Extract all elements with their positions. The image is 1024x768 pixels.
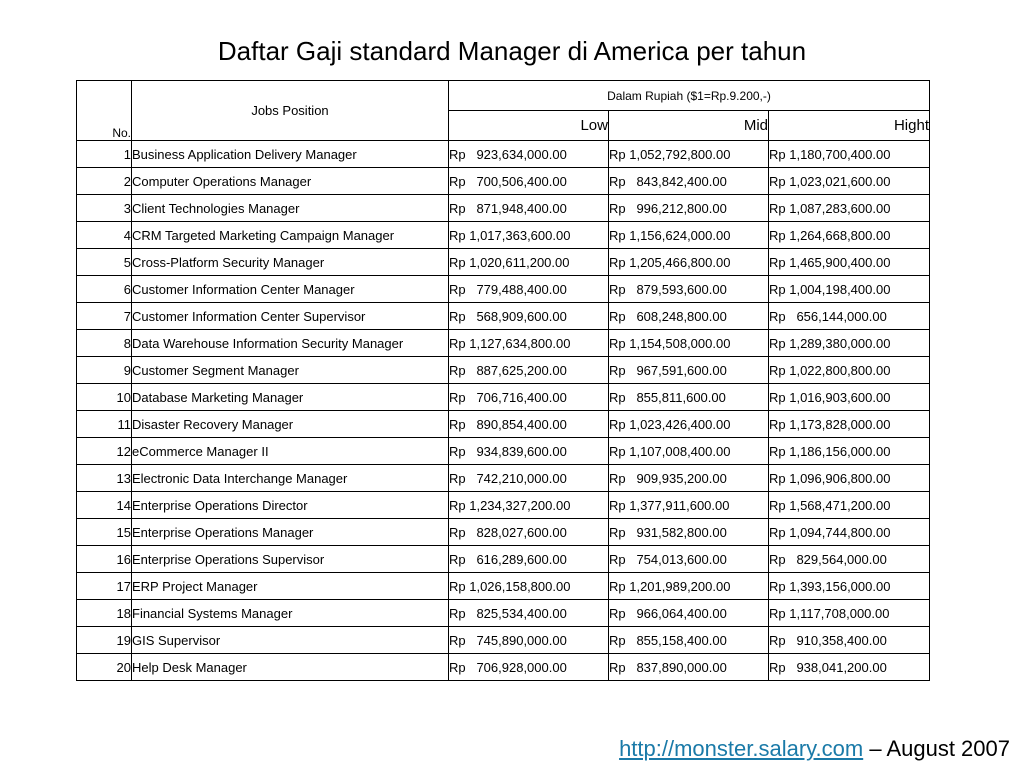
row-number: 14 bbox=[77, 492, 132, 519]
salary-low-value: Rp 934,839,600.00 bbox=[449, 443, 567, 459]
table-header bbox=[77, 81, 930, 141]
salary-high-value: Rp 1,023,021,600.00 bbox=[769, 173, 891, 189]
salary-low-value: Rp 1,026,158,800.00 bbox=[449, 578, 571, 594]
table-row bbox=[77, 195, 930, 222]
column-header-no: No. bbox=[77, 81, 132, 141]
row-number: 6 bbox=[77, 276, 132, 303]
salary-low bbox=[449, 573, 609, 600]
salary-high-value: Rp 656,144,000.00 bbox=[769, 308, 887, 324]
salary-high bbox=[769, 222, 930, 249]
job-position: Computer Operations Manager bbox=[132, 168, 449, 195]
salary-mid bbox=[609, 303, 769, 330]
salary-high bbox=[769, 627, 930, 654]
salary-high-value: Rp 1,180,700,400.00 bbox=[769, 146, 891, 162]
salary-high bbox=[769, 654, 930, 681]
salary-high-value: Rp 1,094,744,800.00 bbox=[769, 524, 891, 540]
salary-mid-value: Rp 855,811,600.00 bbox=[609, 389, 726, 405]
salary-low bbox=[449, 465, 609, 492]
salary-low bbox=[449, 492, 609, 519]
table-body bbox=[77, 141, 930, 681]
table-row bbox=[77, 168, 930, 195]
salary-low bbox=[449, 654, 609, 681]
job-position: GIS Supervisor bbox=[132, 627, 449, 654]
salary-mid-value: Rp 1,154,508,000.00 bbox=[609, 335, 731, 351]
salary-low bbox=[449, 303, 609, 330]
column-header-high: Hight bbox=[769, 111, 930, 141]
row-number: 17 bbox=[77, 573, 132, 600]
salary-high bbox=[769, 330, 930, 357]
currency-header: Dalam Rupiah ($1=Rp.9.200,-) bbox=[449, 81, 930, 111]
salary-low-value: Rp 706,716,400.00 bbox=[449, 389, 567, 405]
job-position: Financial Systems Manager bbox=[132, 600, 449, 627]
salary-low bbox=[449, 627, 609, 654]
salary-low-value: Rp 828,027,600.00 bbox=[449, 524, 567, 540]
salary-low-value: Rp 568,909,600.00 bbox=[449, 308, 567, 324]
salary-high bbox=[769, 492, 930, 519]
salary-high bbox=[769, 195, 930, 222]
row-number: 16 bbox=[77, 546, 132, 573]
row-number: 9 bbox=[77, 357, 132, 384]
salary-high-value: Rp 1,004,198,400.00 bbox=[769, 281, 891, 297]
source-link[interactable]: http://monster.salary.com bbox=[619, 736, 864, 761]
salary-low-value: Rp 1,020,611,200.00 bbox=[449, 254, 570, 270]
salary-mid bbox=[609, 573, 769, 600]
salary-high bbox=[769, 249, 930, 276]
salary-mid-value: Rp 967,591,600.00 bbox=[609, 362, 727, 378]
job-position: Electronic Data Interchange Manager bbox=[132, 465, 449, 492]
job-position: eCommerce Manager II bbox=[132, 438, 449, 465]
row-number: 4 bbox=[77, 222, 132, 249]
table-row bbox=[77, 222, 930, 249]
salary-mid bbox=[609, 330, 769, 357]
salary-high-value: Rp 1,173,828,000.00 bbox=[769, 416, 891, 432]
job-position: ERP Project Manager bbox=[132, 573, 449, 600]
salary-mid bbox=[609, 438, 769, 465]
salary-low-value: Rp 700,506,400.00 bbox=[449, 173, 567, 189]
table-row bbox=[77, 654, 930, 681]
salary-low-value: Rp 742,210,000.00 bbox=[449, 470, 567, 486]
table-row bbox=[77, 600, 930, 627]
salary-high-value: Rp 938,041,200.00 bbox=[769, 659, 887, 675]
salary-mid-value: Rp 1,205,466,800.00 bbox=[609, 254, 731, 270]
salary-mid-value: Rp 608,248,800.00 bbox=[609, 308, 727, 324]
row-number: 19 bbox=[77, 627, 132, 654]
row-number: 5 bbox=[77, 249, 132, 276]
salary-mid bbox=[609, 411, 769, 438]
salary-high bbox=[769, 573, 930, 600]
salary-low bbox=[449, 411, 609, 438]
salary-mid bbox=[609, 384, 769, 411]
salary-mid bbox=[609, 222, 769, 249]
salary-low bbox=[449, 168, 609, 195]
salary-high-value: Rp 1,096,906,800.00 bbox=[769, 470, 891, 486]
row-number: 15 bbox=[77, 519, 132, 546]
row-number: 7 bbox=[77, 303, 132, 330]
salary-high bbox=[769, 438, 930, 465]
salary-mid bbox=[609, 519, 769, 546]
column-header-jobs-position: Jobs Position bbox=[132, 81, 449, 141]
salary-high bbox=[769, 465, 930, 492]
job-position: Enterprise Operations Director bbox=[132, 492, 449, 519]
table-row bbox=[77, 573, 930, 600]
job-position: Client Technologies Manager bbox=[132, 195, 449, 222]
salary-low-value: Rp 887,625,200.00 bbox=[449, 362, 567, 378]
salary-mid-value: Rp 1,377,911,600.00 bbox=[609, 497, 730, 513]
salary-low-value: Rp 616,289,600.00 bbox=[449, 551, 567, 567]
job-position: Customer Information Center Supervisor bbox=[132, 303, 449, 330]
table-row bbox=[77, 330, 930, 357]
source-date: – August 2007 bbox=[863, 736, 1010, 761]
salary-mid bbox=[609, 492, 769, 519]
salary-mid-value: Rp 1,156,624,000.00 bbox=[609, 227, 731, 243]
row-number: 12 bbox=[77, 438, 132, 465]
job-position: Customer Information Center Manager bbox=[132, 276, 449, 303]
row-number: 3 bbox=[77, 195, 132, 222]
salary-high-value: Rp 1,393,156,000.00 bbox=[769, 578, 891, 594]
salary-mid bbox=[609, 627, 769, 654]
salary-mid bbox=[609, 141, 769, 168]
salary-low bbox=[449, 519, 609, 546]
salary-high bbox=[769, 600, 930, 627]
salary-low bbox=[449, 222, 609, 249]
salary-mid-value: Rp 931,582,800.00 bbox=[609, 524, 727, 540]
table-row bbox=[77, 411, 930, 438]
job-position: Cross-Platform Security Manager bbox=[132, 249, 449, 276]
salary-low-value: Rp 871,948,400.00 bbox=[449, 200, 567, 216]
salary-mid-value: Rp 855,158,400.00 bbox=[609, 632, 727, 648]
table-row bbox=[77, 357, 930, 384]
salary-mid bbox=[609, 249, 769, 276]
column-header-low: Low bbox=[449, 111, 609, 141]
salary-mid-value: Rp 1,023,426,400.00 bbox=[609, 416, 731, 432]
salary-mid-value: Rp 966,064,400.00 bbox=[609, 605, 727, 621]
salary-high-value: Rp 1,022,800,800.00 bbox=[769, 362, 891, 378]
salary-mid-value: Rp 1,107,008,400.00 bbox=[609, 443, 731, 459]
salary-mid-value: Rp 1,052,792,800.00 bbox=[609, 146, 731, 162]
table-row bbox=[77, 384, 930, 411]
job-position: Customer Segment Manager bbox=[132, 357, 449, 384]
salary-high-value: Rp 910,358,400.00 bbox=[769, 632, 887, 648]
salary-high-value: Rp 1,186,156,000.00 bbox=[769, 443, 891, 459]
row-number: 20 bbox=[77, 654, 132, 681]
salary-low bbox=[449, 276, 609, 303]
salary-low bbox=[449, 249, 609, 276]
row-number: 10 bbox=[77, 384, 132, 411]
salary-mid bbox=[609, 465, 769, 492]
table-row bbox=[77, 141, 930, 168]
page-title: Daftar Gaji standard Manager di America per tahun bbox=[217, 36, 807, 66]
salary-low-value: Rp 1,017,363,600.00 bbox=[449, 227, 571, 243]
salary-mid bbox=[609, 654, 769, 681]
job-position: Database Marketing Manager bbox=[132, 384, 449, 411]
salary-low bbox=[449, 195, 609, 222]
salary-high-value: Rp 1,264,668,800.00 bbox=[769, 227, 891, 243]
job-position: CRM Targeted Marketing Campaign Manager bbox=[132, 222, 449, 249]
table-row bbox=[77, 492, 930, 519]
column-header-mid: Mid bbox=[609, 111, 769, 141]
table-row bbox=[77, 438, 930, 465]
salary-low bbox=[449, 357, 609, 384]
salary-high bbox=[769, 141, 930, 168]
salary-low bbox=[449, 546, 609, 573]
job-position: Disaster Recovery Manager bbox=[132, 411, 449, 438]
salary-mid bbox=[609, 276, 769, 303]
salary-low bbox=[449, 600, 609, 627]
salary-low bbox=[449, 141, 609, 168]
salary-mid bbox=[609, 357, 769, 384]
salary-high-value: Rp 1,465,900,400.00 bbox=[769, 254, 891, 270]
row-number: 1 bbox=[77, 141, 132, 168]
salary-high-value: Rp 1,289,380,000.00 bbox=[769, 335, 891, 351]
table-row bbox=[77, 627, 930, 654]
table-row bbox=[77, 519, 930, 546]
row-number: 18 bbox=[77, 600, 132, 627]
job-position: Enterprise Operations Supervisor bbox=[132, 546, 449, 573]
salary-high bbox=[769, 411, 930, 438]
salary-mid bbox=[609, 546, 769, 573]
source-citation bbox=[619, 734, 1010, 764]
table-row bbox=[77, 465, 930, 492]
job-position: Business Application Delivery Manager bbox=[132, 141, 449, 168]
salary-mid-value: Rp 909,935,200.00 bbox=[609, 470, 727, 486]
salary-high-value: Rp 1,568,471,200.00 bbox=[769, 497, 891, 513]
job-position: Enterprise Operations Manager bbox=[132, 519, 449, 546]
salary-high-value: Rp 1,117,708,000.00 bbox=[769, 605, 890, 621]
job-position: Data Warehouse Information Security Manager bbox=[132, 330, 449, 357]
salary-mid-value: Rp 843,842,400.00 bbox=[609, 173, 727, 189]
table-row bbox=[77, 276, 930, 303]
salary-high bbox=[769, 519, 930, 546]
salary-high bbox=[769, 384, 930, 411]
row-number: 13 bbox=[77, 465, 132, 492]
salary-mid-value: Rp 1,201,989,200.00 bbox=[609, 578, 731, 594]
salary-high-value: Rp 1,087,283,600.00 bbox=[769, 200, 891, 216]
salary-mid-value: Rp 996,212,800.00 bbox=[609, 200, 727, 216]
salary-high bbox=[769, 276, 930, 303]
salary-high bbox=[769, 303, 930, 330]
salary-mid bbox=[609, 600, 769, 627]
row-number: 8 bbox=[77, 330, 132, 357]
salary-low-value: Rp 745,890,000.00 bbox=[449, 632, 567, 648]
salary-mid-value: Rp 879,593,600.00 bbox=[609, 281, 727, 297]
row-number: 2 bbox=[77, 168, 132, 195]
salary-low-value: Rp 706,928,000.00 bbox=[449, 659, 567, 675]
salary-high-value: Rp 1,016,903,600.00 bbox=[769, 389, 891, 405]
salary-low-value: Rp 1,127,634,800.00 bbox=[449, 335, 571, 351]
salary-mid-value: Rp 754,013,600.00 bbox=[609, 551, 727, 567]
salary-high-value: Rp 829,564,000.00 bbox=[769, 551, 887, 567]
table-row bbox=[77, 249, 930, 276]
salary-low-value: Rp 923,634,000.00 bbox=[449, 146, 567, 162]
salary-low bbox=[449, 438, 609, 465]
salary-table bbox=[76, 80, 930, 681]
salary-low-value: Rp 779,488,400.00 bbox=[449, 281, 567, 297]
row-number: 11 bbox=[77, 411, 132, 438]
salary-mid bbox=[609, 195, 769, 222]
salary-low-value: Rp 1,234,327,200.00 bbox=[449, 497, 571, 513]
salary-high bbox=[769, 168, 930, 195]
salary-low-value: Rp 825,534,400.00 bbox=[449, 605, 567, 621]
job-position: Help Desk Manager bbox=[132, 654, 449, 681]
salary-mid bbox=[609, 168, 769, 195]
table-row bbox=[77, 303, 930, 330]
salary-low bbox=[449, 330, 609, 357]
salary-low-value: Rp 890,854,400.00 bbox=[449, 416, 567, 432]
salary-mid-value: Rp 837,890,000.00 bbox=[609, 659, 727, 675]
salary-high bbox=[769, 357, 930, 384]
salary-low bbox=[449, 384, 609, 411]
table-row bbox=[77, 546, 930, 573]
salary-high bbox=[769, 546, 930, 573]
